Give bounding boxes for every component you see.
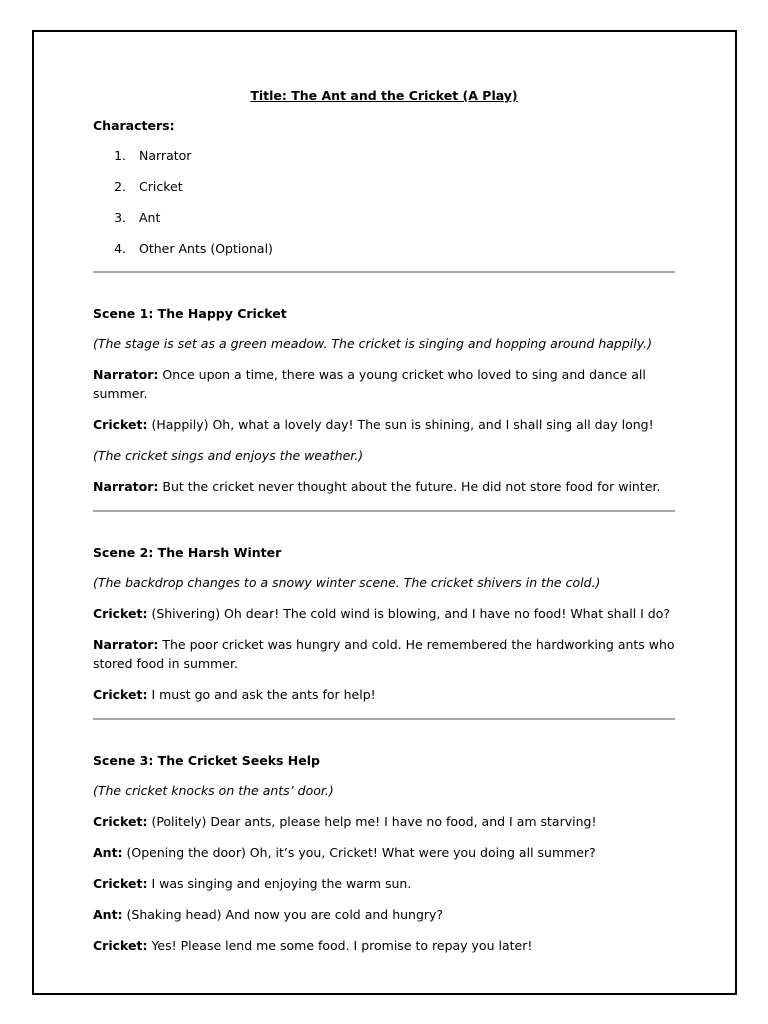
dialogue-text: I must go and ask the ants for help! (147, 687, 376, 702)
list-item (93, 177, 675, 196)
dialogue-text: (Shaking head) And now you are cold and hungry? (122, 907, 444, 922)
speaker-label: Ant: (93, 845, 123, 860)
character-name: Ant (139, 210, 161, 225)
dialogue-text: The poor cricket was hungry and cold. He remembered the hardworking ants who stored food in summer. (93, 637, 675, 671)
dialogue-line (93, 365, 675, 403)
dialogue-text: Yes! Please lend me some food. I promise to repay you later! (147, 938, 533, 953)
list-number: 2. (114, 179, 126, 194)
list-number: 4. (114, 241, 126, 256)
dialogue-line (93, 685, 675, 704)
dialogue-line (93, 874, 675, 893)
dialogue-text: (Shivering) Oh dear! The cold wind is blowing, and I have no food! What shall I do? (147, 606, 671, 621)
dialogue-text: (Happily) Oh, what a lovely day! The sun is shining, and I shall sing all day long! (147, 417, 654, 432)
list-item (93, 208, 675, 227)
stage-direction: (The cricket knocks on the ants’ door.) (93, 783, 334, 798)
scene-2-heading: Scene 2: The Harsh Winter (93, 545, 282, 560)
stage-direction: (The cricket sings and enjoys the weather.) (93, 448, 364, 463)
dialogue-text: (Politely) Dear ants, please help me! I have no food, and I am starving! (147, 814, 597, 829)
speaker-label: Cricket: (93, 606, 148, 621)
dialogue-text: (Opening the door) Oh, it’s you, Cricket! What were you doing all summer? (122, 845, 596, 860)
speaker-label: Cricket: (93, 687, 148, 702)
dialogue-line (93, 604, 675, 623)
dialogue-line (93, 843, 675, 862)
dialogue-text: I was singing and enjoying the warm sun. (147, 876, 412, 891)
characters-heading: Characters: (93, 118, 175, 133)
list-number: 1. (114, 148, 126, 163)
scene-3-heading: Scene 3: The Cricket Seeks Help (93, 753, 320, 768)
document-body (93, 86, 675, 967)
dialogue-line (93, 415, 675, 434)
speaker-label: Narrator: (93, 637, 159, 652)
dialogue-line (93, 812, 675, 831)
dialogue-line (93, 635, 675, 673)
section-divider (93, 718, 675, 720)
list-item (93, 146, 675, 165)
dialogue-text: Once upon a time, there was a young cricket who loved to sing and dance all summer. (93, 367, 646, 401)
section-divider (93, 510, 675, 512)
dialogue-text: But the cricket never thought about the future. He did not store food for winter. (158, 479, 661, 494)
speaker-label: Cricket: (93, 814, 148, 829)
speaker-label: Cricket: (93, 417, 148, 432)
scene-1-heading: Scene 1: The Happy Cricket (93, 306, 287, 321)
stage-direction: (The backdrop changes to a snowy winter scene. The cricket shivers in the cold.) (93, 575, 601, 590)
list-number: 3. (114, 210, 126, 225)
speaker-label: Cricket: (93, 938, 148, 953)
stage-direction: (The stage is set as a green meadow. The cricket is singing and hopping around happily.) (93, 336, 653, 351)
character-name: Cricket (139, 179, 183, 194)
list-item (93, 239, 675, 258)
speaker-label: Ant: (93, 907, 123, 922)
section-divider (93, 271, 675, 273)
character-name: Narrator (139, 148, 192, 163)
dialogue-line (93, 477, 675, 496)
document-title: Title: The Ant and the Cricket (A Play) (250, 88, 518, 103)
character-name: Other Ants (Optional) (139, 241, 273, 256)
speaker-label: Cricket: (93, 876, 148, 891)
dialogue-line (93, 905, 675, 924)
speaker-label: Narrator: (93, 367, 159, 382)
speaker-label: Narrator: (93, 479, 159, 494)
dialogue-line (93, 936, 675, 955)
characters-list (93, 146, 675, 258)
